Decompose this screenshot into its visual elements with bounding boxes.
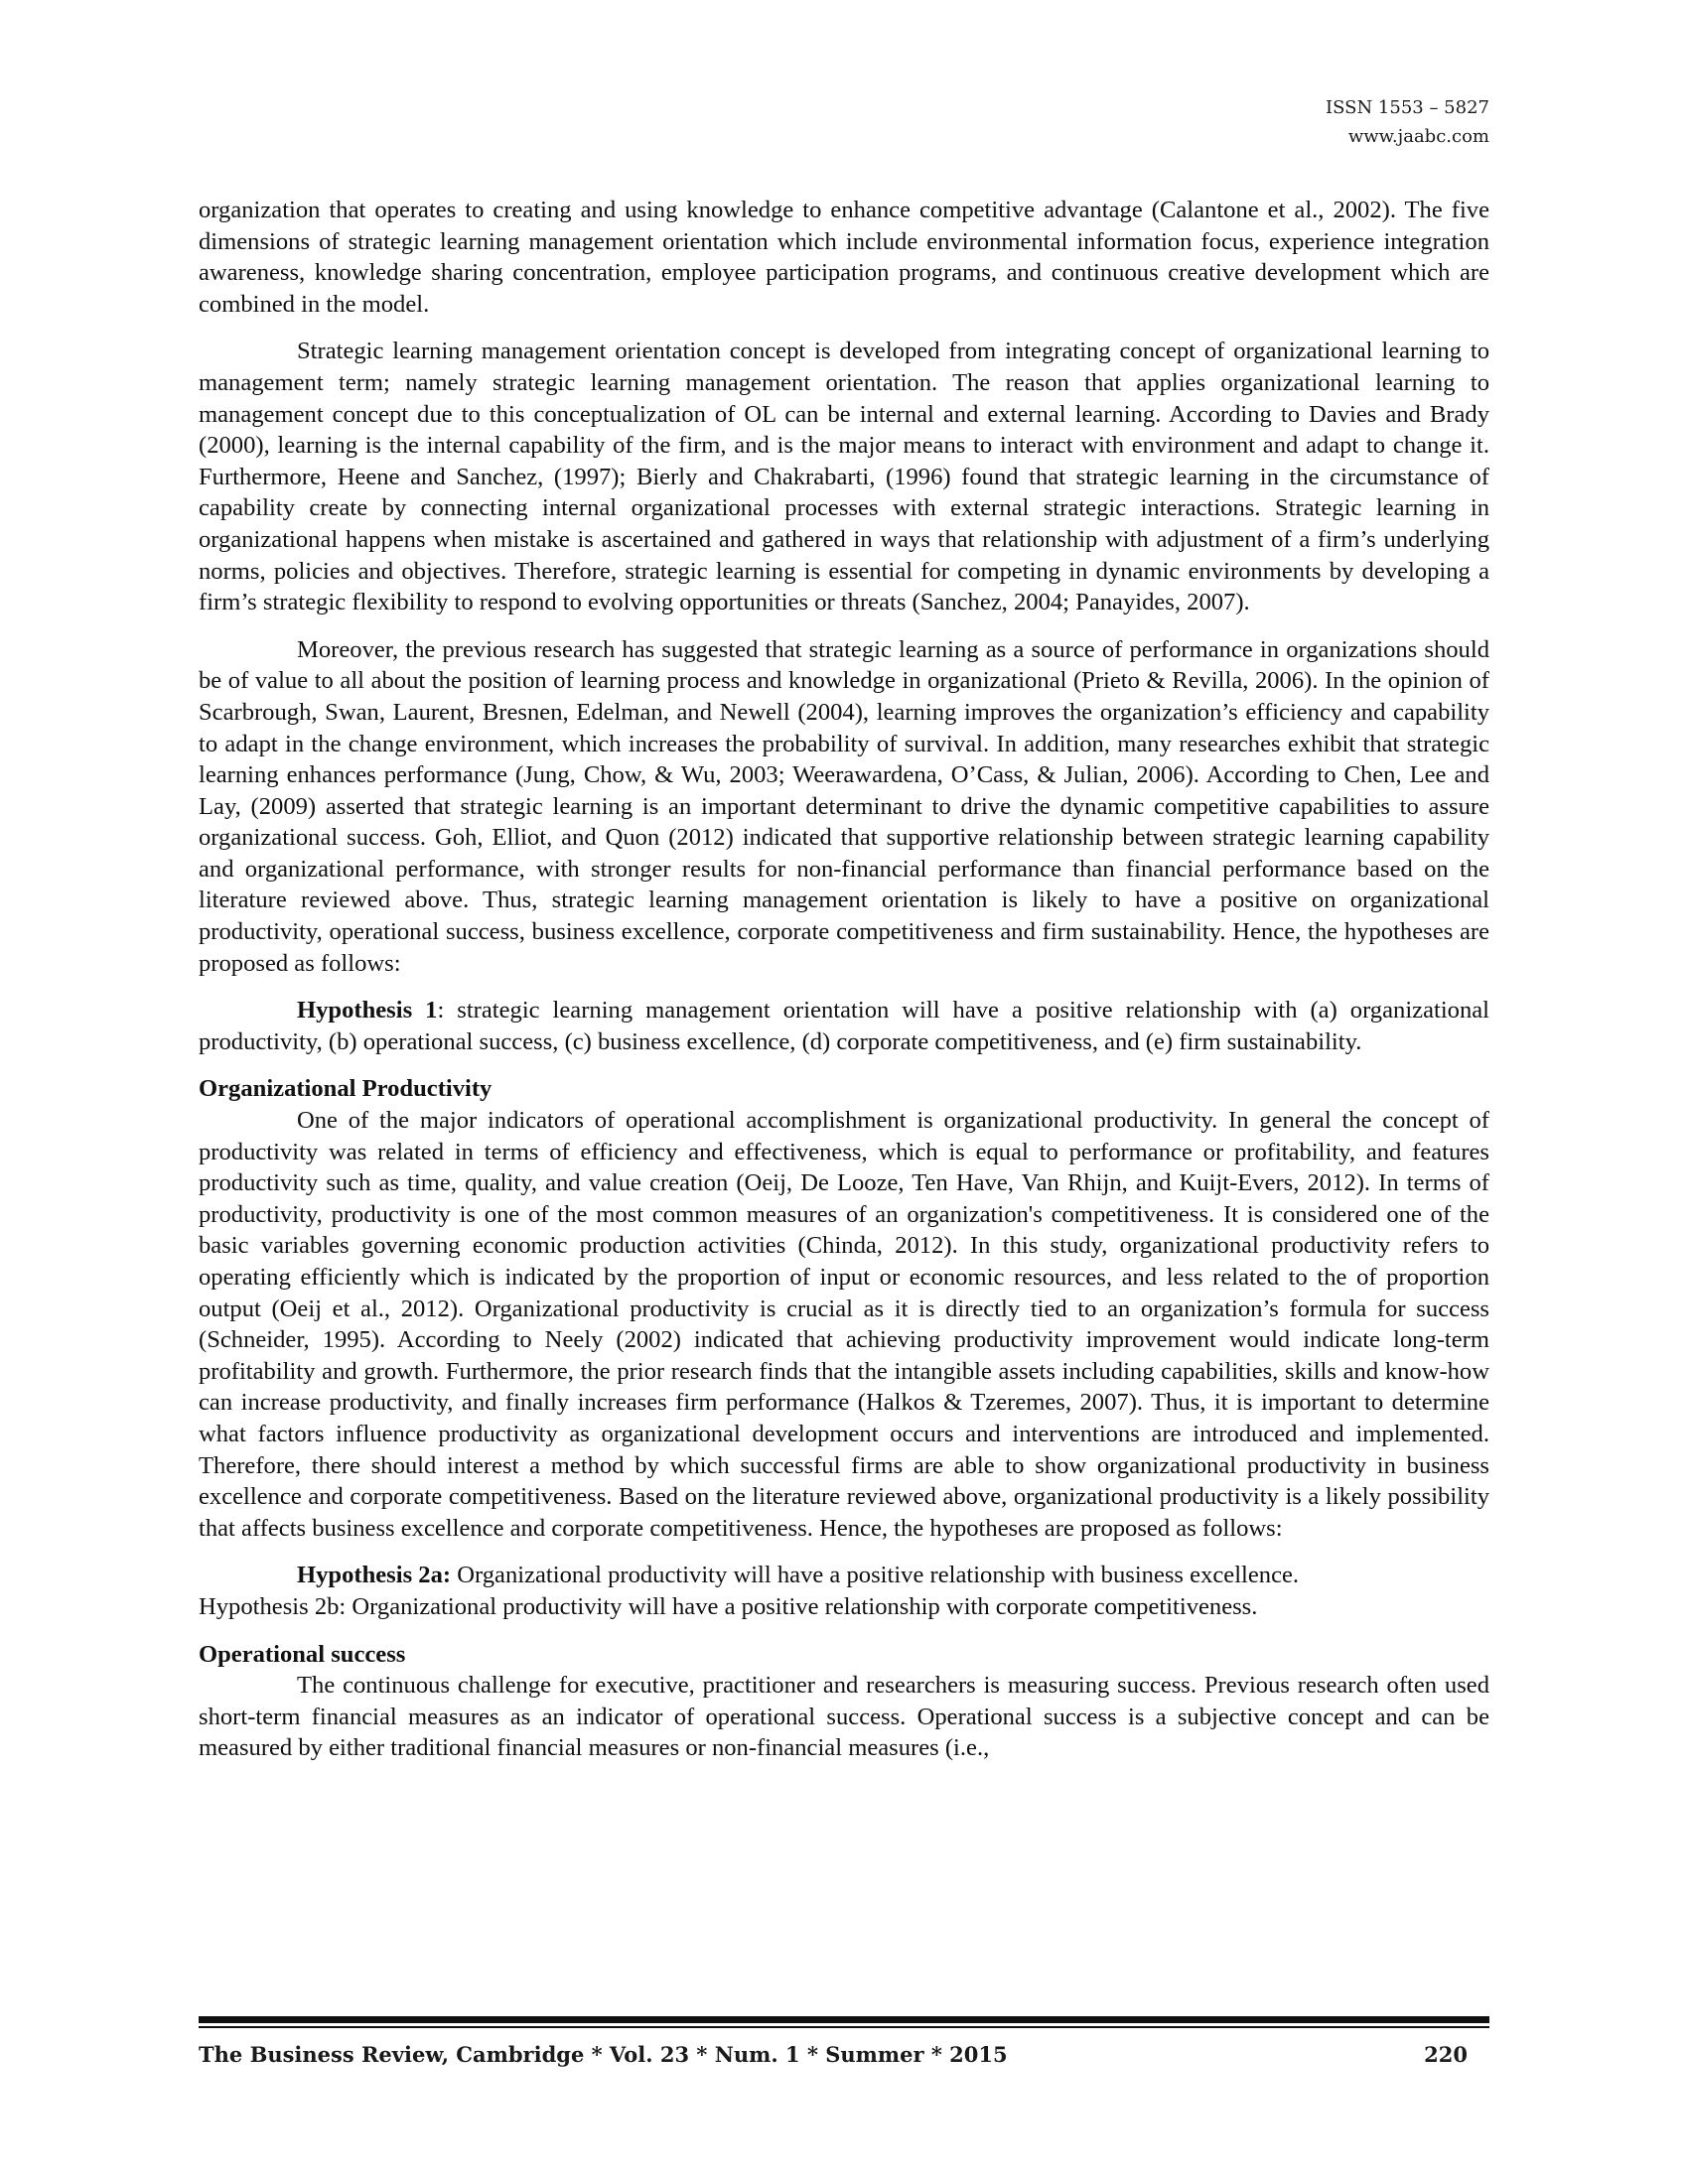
hypothesis-2a	[199, 1560, 1489, 1591]
paragraph-continuation: organization that operates to creating and using knowledge to enhance competitive advantage (Calantone et al., 2002). The five dimensions of strategic learning management orientation which include environmental information focus, experience integration awareness, knowledge sharing concentration, employee participation programs, and continuous creative development which are combined in the model.	[199, 197, 1489, 318]
body-text	[199, 195, 1489, 1764]
journal-citation: The Business Review, Cambridge * Vol. 23 * Num. 1 * Summer * 2015	[199, 2042, 1008, 2067]
hypothesis-2a-text: Organizational productivity will have a positive relationship with business excellence.	[451, 1562, 1300, 1589]
website-link[interactable]: www.jaabc.com	[1347, 126, 1489, 147]
hypothesis-1-label: Hypothesis 1	[297, 997, 438, 1024]
hypothesis-2b: Hypothesis 2b: Organizational productivity will have a positive relationship with corporate competitiveness.	[199, 1592, 1258, 1620]
issn-text: ISSN 1553 – 5827	[1326, 97, 1489, 118]
paragraph-strategic-learning-concept: Strategic learning management orientation concept is developed from integrating concept of organizational learning to management term; namely strategic learning management orientation. The reason that applies organizational learning to management concept due to this conceptualization of OL can be internal and external learning. According to Davies and Brady (2000), learning is the internal capability of the firm, and is the major means to interact with environment and adapt to change it. Furthermore, Heene and Sanchez, (1997); Bierly and Chakrabarti, (1996) found that strategic learning in the circumstance of capability create by connecting internal organizational processes with external strategic interactions. Strategic learning in organizational happens when mistake is ascertained and gathered in ways that relationship with adjustment of a firm’s underlying norms, policies and objectives. Therefore, strategic learning is essential for competing in dynamic environments by developing a firm’s strategic flexibility to respond to evolving opportunities or threats (Sanchez, 2004; Panayides, 2007).	[199, 338, 1489, 616]
paragraph-operational-success: The continuous challenge for executive, practitioner and researchers is measuring success. Previous research often used short-term financial measures as an indicator of operational success. Operational success is a subjective concept and can be measured by either traditional financial measures or non-financial measures (i.e.,	[199, 1672, 1489, 1762]
section-heading-operational-success: Operational success	[199, 1640, 406, 1668]
paragraph-organizational-productivity: One of the major indicators of operational accomplishment is organizational productivity. In general the concept of productivity was related in terms of efficiency and effectiveness, which is equal to performance or profitability, and features productivity such as time, quality, and value creation (Oeij, De Looze, Ten Have, Van Rhijn, and Kuijt-Evers, 2012). In terms of productivity, productivity is one of the most common measures of an organization's competitiveness. It is considered one of the basic variables governing economic production activities (Chinda, 2012). In this study, organizational productivity refers to operating efficiently which is indicated by the proportion of input or economic resources, and less related to the of proportion output (Oeij et al., 2012). Organizational productivity is crucial as it is directly tied to an organization’s formula for success (Schneider, 1995). According to Neely (2002) indicated that achieving productivity improvement would indicate long-term profitability and growth. Furthermore, the prior research finds that the intangible assets including capabilities, skills and know-how can increase productivity, and finally increases firm performance (Halkos & Tzeremes, 2007). Thus, it is important to determine what factors influence productivity as organizational development occurs and interventions are introduced and implemented. Therefore, there should interest a method by which successful firms are able to show organizational productivity in business excellence and corporate competitiveness. Based on the literature reviewed above, organizational productivity is a likely possibility that affects business excellence and corporate competitiveness. Hence, the hypotheses are proposed as follows:	[199, 1107, 1489, 1542]
page-number: 220	[1424, 2042, 1468, 2067]
hypothesis-1-text: : strategic learning management orientation will have a positive relationship with (a) organizational productivity, (b) operational success, (c) business excellence, (d) corporate competitiveness, and (e) firm sustainability.	[199, 997, 1489, 1055]
footer-rule-thin	[199, 2026, 1489, 2028]
hypothesis-2-block	[199, 1560, 1489, 1622]
page-footer	[199, 2037, 1489, 2073]
hypothesis-1	[199, 995, 1489, 1057]
hypothesis-2a-label: Hypothesis 2a:	[297, 1562, 452, 1589]
footer-rule-thick	[199, 2016, 1489, 2023]
section-heading-organizational-productivity: Organizational Productivity	[199, 1075, 492, 1103]
page-header	[1326, 93, 1489, 151]
paragraph-previous-research: Moreover, the previous research has suggested that strategic learning as a source of performance in organizations should be of value to all about the position of learning process and knowledge in organizational (Prieto & Revilla, 2006). In the opinion of Scarbrough, Swan, Laurent, Bresnen, Edelman, and Newell (2004), learning improves the organization’s efficiency and capability to adapt in the change environment, which increases the probability of survival. In addition, many researches exhibit that strategic learning enhances performance (Jung, Chow, & Wu, 2003; Weerawardena, O’Cass, & Julian, 2006). According to Chen, Lee and Lay, (2009) asserted that strategic learning is an important determinant to drive the dynamic competitive capabilities to assure organizational success. Goh, Elliot, and Quon (2012) indicated that supportive relationship between strategic learning capability and organizational performance, with stronger results for non-financial performance than financial performance based on the literature reviewed above. Thus, strategic learning management orientation is likely to have a positive on organizational productivity, operational success, business excellence, corporate competitiveness and firm sustainability. Hence, the hypotheses are proposed as follows:	[199, 635, 1489, 977]
